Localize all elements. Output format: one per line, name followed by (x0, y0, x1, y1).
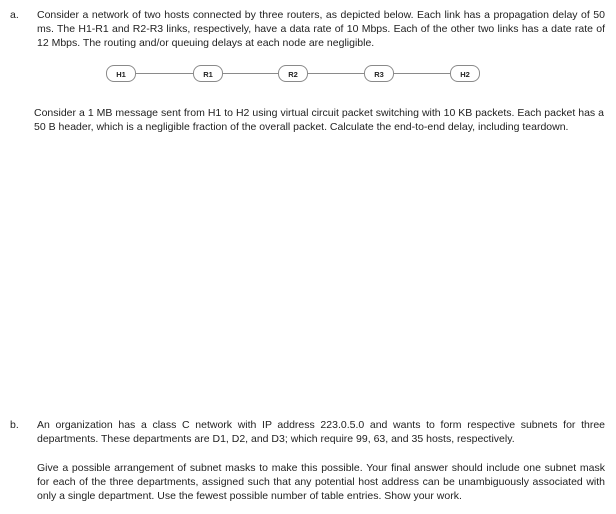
part-b-intro-text: An organization has a class C network with IP address 223.0.5.0 and wants to form respective subnets for three departments. These departments are D1, D2, and D3; which require 99, 63, and 35 hosts, respectively. (37, 419, 605, 446)
part-b-marker: b. (10, 419, 19, 431)
node-r3: R3 (364, 65, 394, 82)
link-r3-h2 (392, 73, 450, 74)
part-a-question-text: Consider a 1 MB message sent from H1 to H2 using virtual circuit packet switching with 10 KB packets. Each packet has a 50 B header, which is a negligible fraction of the overall packet. Calculate the end-to-end delay, including teardown. (34, 107, 604, 134)
node-r1: R1 (193, 65, 223, 82)
part-a-marker: a. (10, 9, 19, 21)
node-h2: H2 (450, 65, 480, 82)
node-r2: R2 (278, 65, 308, 82)
link-h1-r1 (136, 73, 194, 74)
part-a-intro-text: Consider a network of two hosts connected by three routers, as depicted below. Each link has a propagation delay of 50 ms. The H1-R1 and R2-R3 links, respectively, have a data rate of 10 Mbps. Each of the other two links has a date rate of 12 Mbps. The routing and/or queuing delays at each node are negligible. (37, 9, 605, 50)
link-r1-r2 (222, 73, 280, 74)
node-h1: H1 (106, 65, 136, 82)
part-b-question-text: Give a possible arrangement of subnet masks to make this possible. Your final answer should include one subnet mask for each of the three departments, assigned such that any potential host address can be unambiguously associated with only a single department. Use the fewest possible number of table entries. Show your work. (37, 462, 605, 503)
link-r2-r3 (307, 73, 365, 74)
